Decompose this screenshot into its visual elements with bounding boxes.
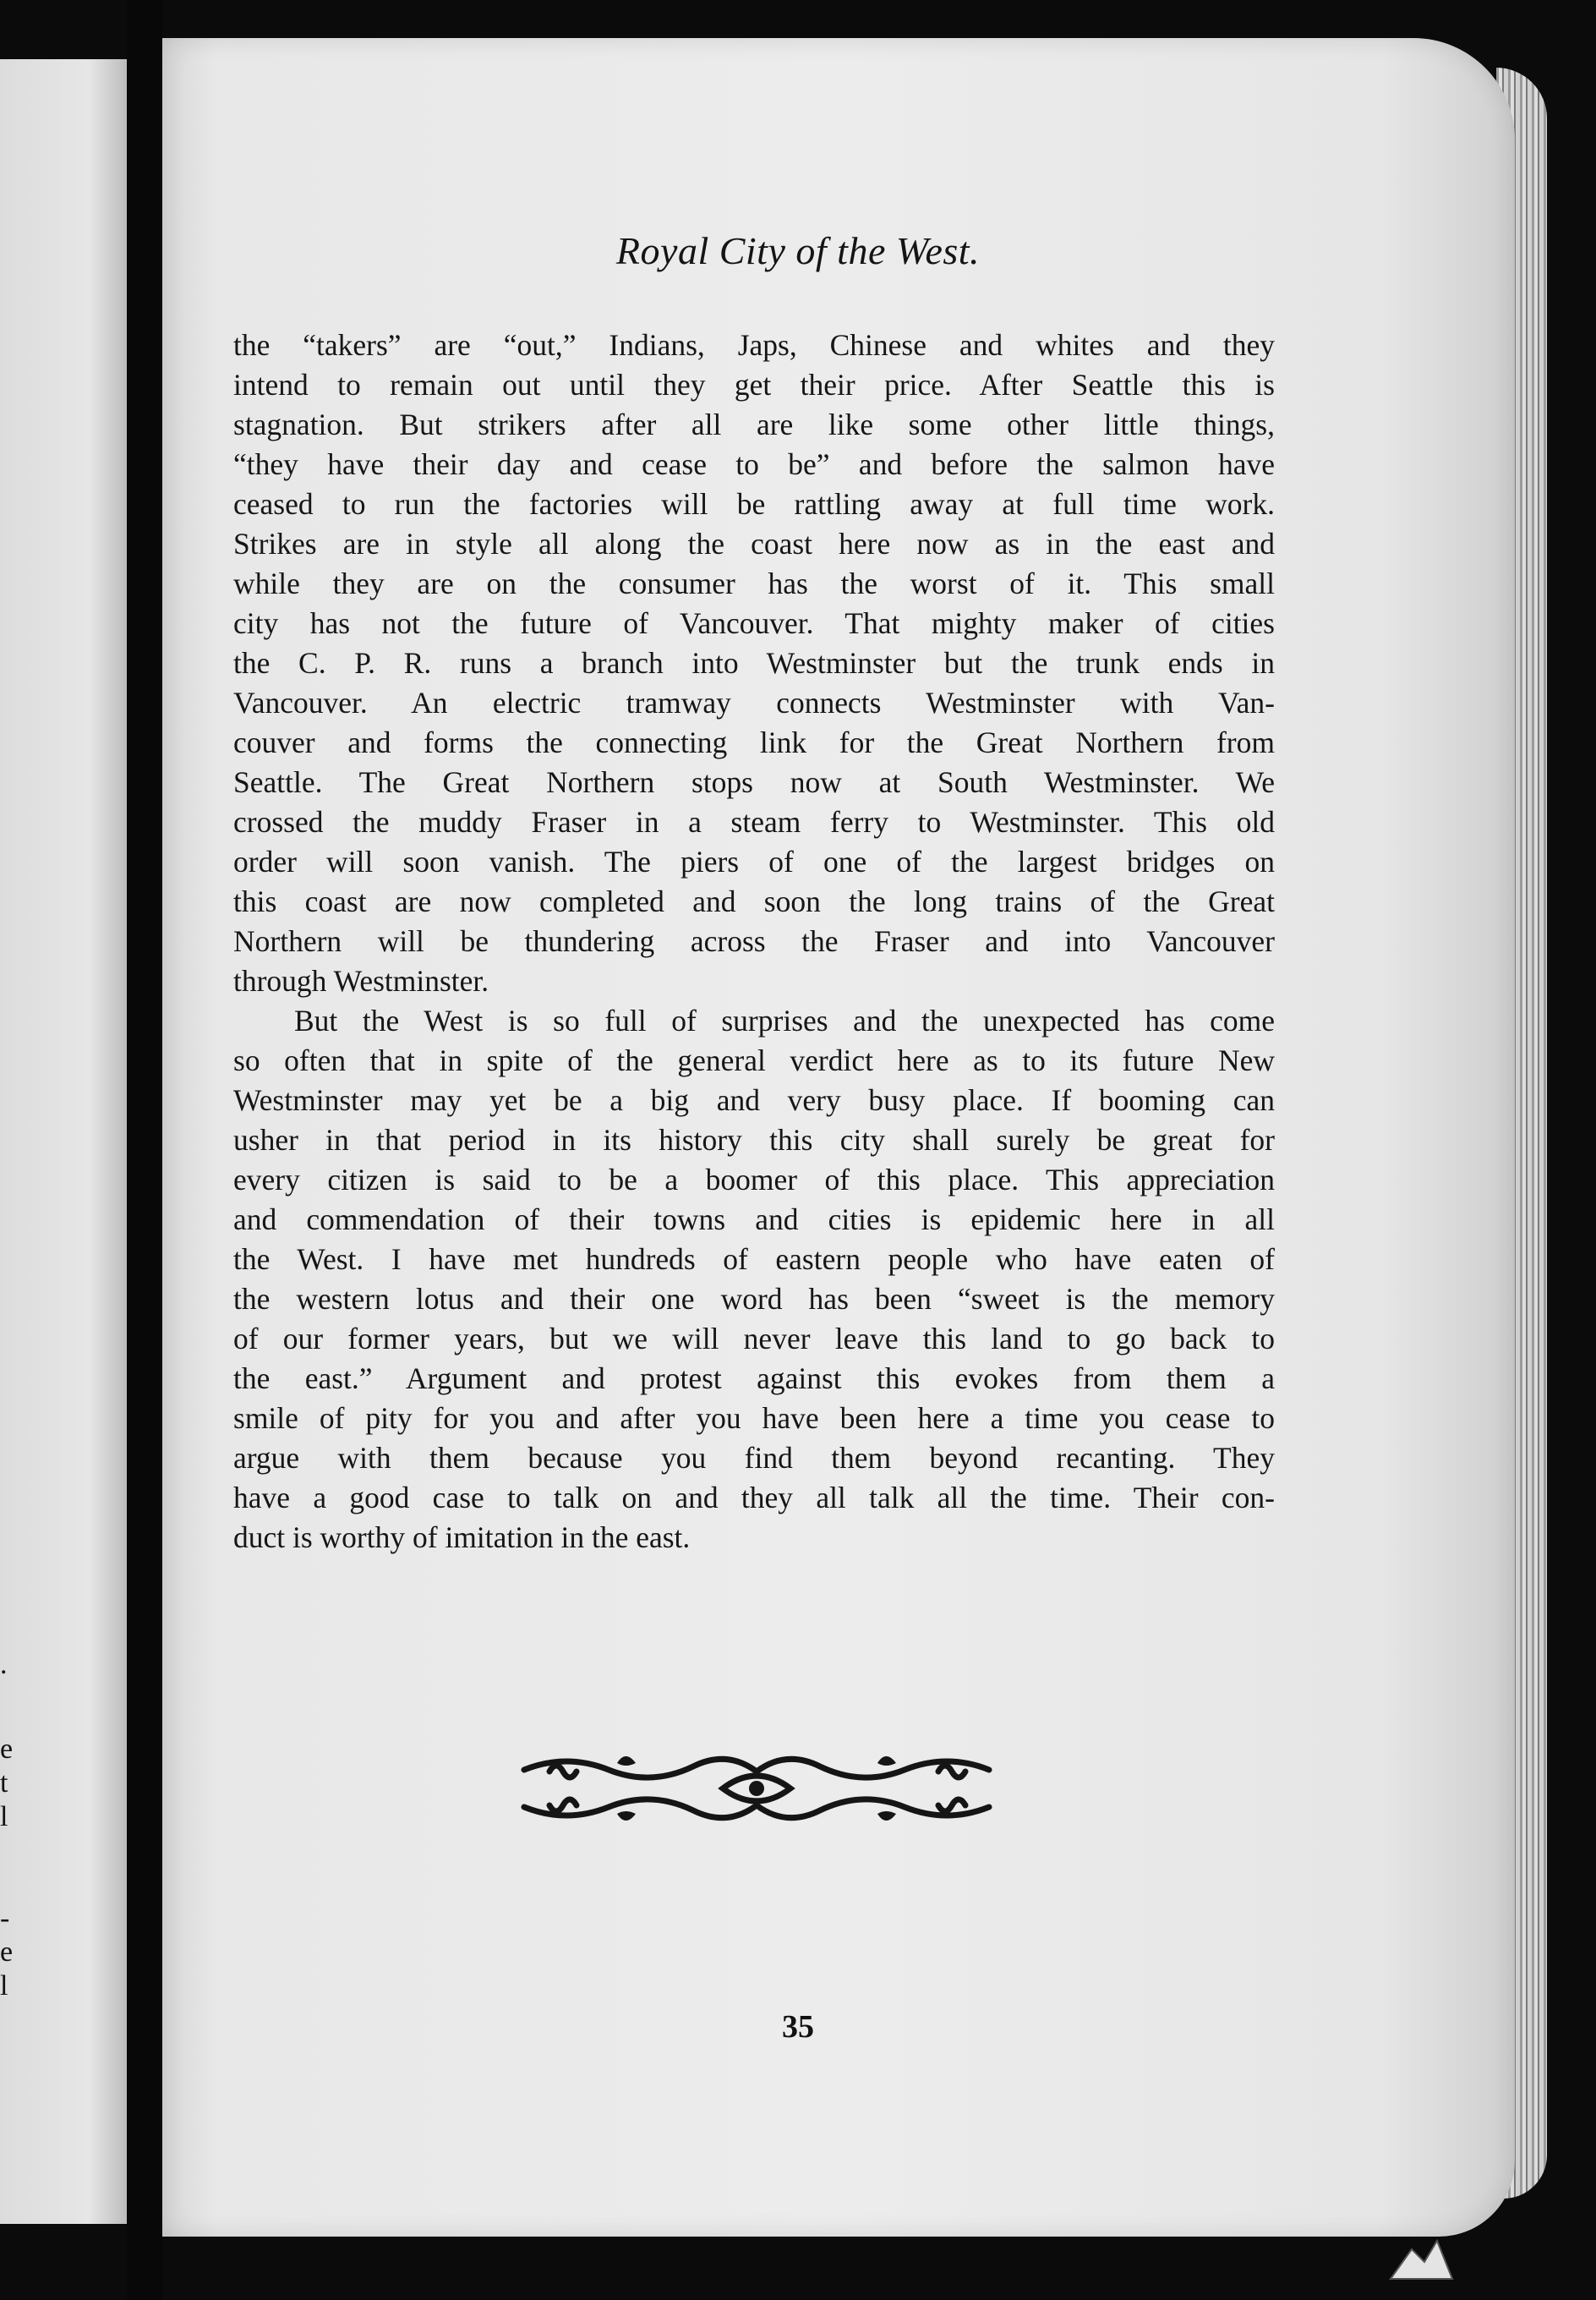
book-gutter (127, 0, 162, 2300)
text-line: while they are on the consumer has the worst of it. This small (233, 567, 1275, 600)
text-line: the C. P. R. runs a branch into Westminster but the trunk ends in (233, 646, 1275, 680)
left-page-edge (0, 59, 127, 2224)
paragraph-2 (233, 1001, 1275, 1558)
text-line: stagnation. But strikers after all are like some other little things, (233, 408, 1275, 441)
text-line: Seattle. The Great Northern stops now at South Westminster. We (233, 765, 1275, 799)
left-fragment: e (0, 1936, 14, 1968)
text-line: Strikes are in style all along the coast here now as in the east and (233, 527, 1275, 561)
text-line: have a good case to talk on and they all talk all the time. Their con- (233, 1481, 1275, 1514)
left-fragment: t (0, 1767, 8, 1799)
left-fragment: - (0, 1903, 10, 1934)
text-line: the east.” Argument and protest against this evokes from them a (233, 1361, 1275, 1395)
text-line: crossed the muddy Fraser in a steam ferry to Westminster. This old (233, 805, 1275, 839)
text-line: smile of pity for you and after you have been here a time you cease to (233, 1401, 1275, 1435)
text-line: ceased to run the factories will be rattling away at full time work. (233, 487, 1275, 521)
text-line: couver and forms the connecting link for the Great Northern from (233, 726, 1275, 759)
text-line: through Westminster. (233, 964, 489, 998)
text-line: “they have their day and cease to be” and before the salmon have (233, 447, 1275, 481)
text-line: intend to remain out until they get their price. After Seattle this is (233, 368, 1275, 402)
text-line: duct is worthy of imitation in the east. (233, 1520, 691, 1554)
left-fragment: e (0, 1733, 14, 1765)
text-line: the western lotus and their one word has been “sweet is the memory (233, 1282, 1275, 1316)
text-line: the West. I have met hundreds of eastern people who have eaten of (233, 1242, 1275, 1276)
text-line: so often that in spite of the general verdict here as to its future New (233, 1043, 1275, 1077)
body-text (233, 326, 1275, 1558)
left-fragment: . (0, 1649, 8, 1680)
text-line: this coast are now completed and soon the long trains of the Great (233, 884, 1275, 918)
left-fragment: l (0, 1801, 8, 1832)
text-line: argue with them because you find them beyond recanting. They (233, 1441, 1275, 1475)
left-fragment: l (0, 1970, 8, 2002)
text-line: city has not the future of Vancouver. That mighty maker of cities (233, 606, 1275, 640)
paragraph-1 (233, 326, 1275, 1001)
text-line: order will soon vanish. The piers of one of the largest bridges on (233, 845, 1275, 879)
text-line: Northern will be thundering across the Fraser and into Vancouver (233, 924, 1275, 958)
page-number: 35 (782, 2009, 814, 2045)
text-line: and commendation of their towns and cities is epidemic here in all (233, 1202, 1275, 1236)
text-line: every citizen is said to be a boomer of this place. This appreciation (233, 1163, 1275, 1197)
text-line: of our former years, but we will never leave this land to go back to (233, 1322, 1275, 1355)
text-line: Vancouver. An electric tramway connects Westminster with Van- (233, 686, 1275, 720)
running-head: Royal City of the West. (615, 229, 981, 272)
text-line: usher in that period in its history this city shall surely be great for (233, 1123, 1275, 1157)
text-line: But the West is so full of surprises and the unexpected has come (294, 1004, 1275, 1038)
text-line: Westminster may yet be a big and very busy place. If booming can (233, 1083, 1275, 1117)
text-line: the “takers” are “out,” Indians, Japs, Chinese and whites and they (233, 328, 1275, 362)
scroll-ornament-icon (516, 1738, 998, 1839)
page-corner-blot-icon (1386, 2232, 1454, 2283)
